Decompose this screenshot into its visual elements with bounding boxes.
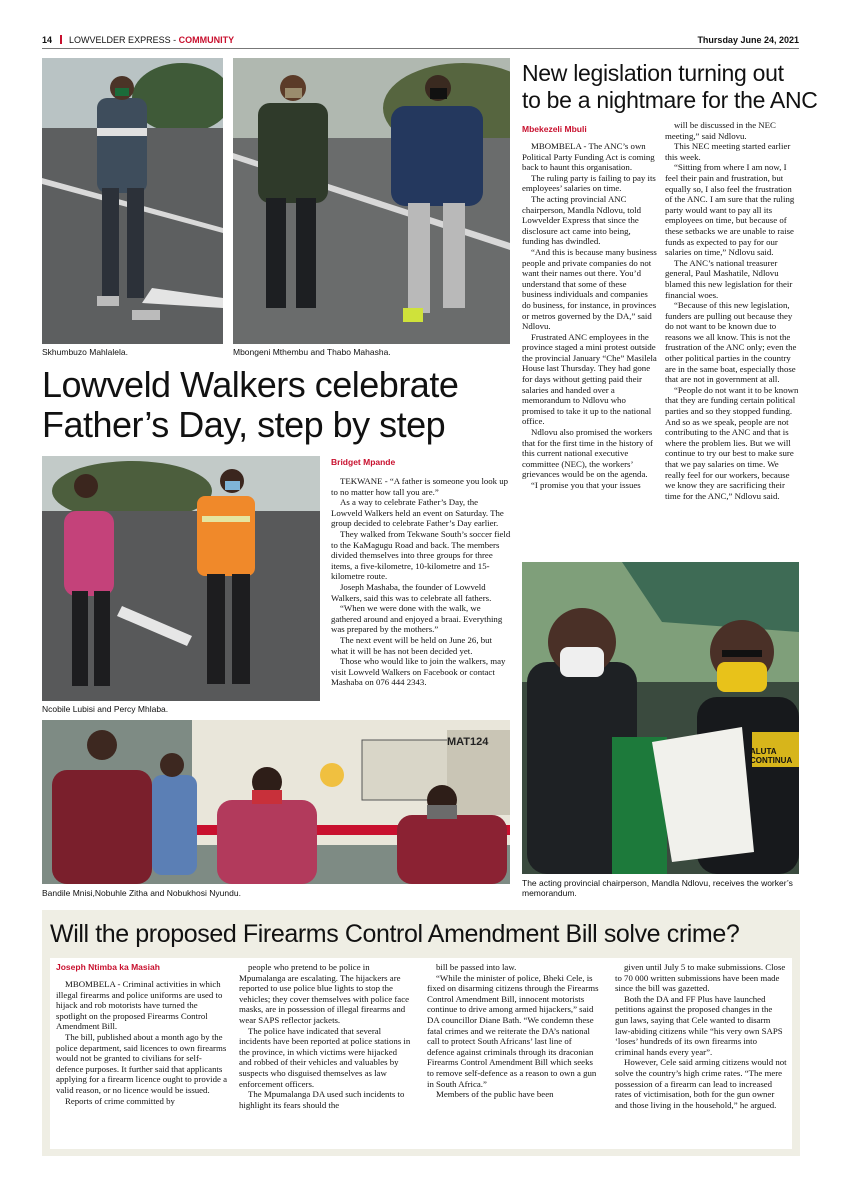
photo-ncobile-percy [42,456,320,701]
firearms-col4-paragraph: Both the DA and FF Plus have launched petitions against the proposed changes in the gun laws, saying that Cele wanted to disarm law-abiding citizens while “his very own SAPS ‘loses’ hundreds of its own firearms into criminal hands every year”. [615,993,783,1057]
bus-plate: MAT124 [447,736,489,748]
walkers-byline: Bridget Mpande [331,457,396,467]
firearms-col3-paragraph: bill be passed into law. [436,962,517,972]
anc-col1-paragraph: Frustrated ANC employees in the province staged a mini protest outside the provincial January “Che” Masilela House last Thursday. They had gone for days without getting paid their salaries and handed over a memorandum to Ndlovu who promised to take it up to the national office. [522,331,657,427]
caption-skhumbuzo: Skhumbuzo Mahlalela. [42,347,128,357]
firearms-col1-paragraph: MBOMBELA - Criminal activities in which illegal firearms and police uniforms are used to hijack and rob motorists have turned the spotlight on the proposed Firearms Control Amendment Bill. [56,979,223,1032]
page-number: 14 [42,35,53,45]
walkers-paragraph: As a way to celebrate Father’s Day, the Lowveld Walkers held an event on Saturday. The group decided to celebrate Father’s Day earlier. [331,497,504,529]
issue-date: Thursday June 24, 2021 [697,35,799,45]
anc-headline [522,60,818,114]
walkers-paragraph: They walked from Tekwane South’s soccer field to the KaMagugu Road and back. The members divided themselves into three groups for three items, a five-kilometre, 10-kilometre and 15-kilometre route. [331,528,511,582]
walkers-headline-line2: Father’s Day, step by step [42,404,446,445]
firearms-column-1 [56,979,228,1106]
header-rule [42,48,799,49]
firearms-col1-paragraph: Reports of crime committed by [65,1095,175,1106]
walkers-headline [42,365,458,445]
firearms-article-box [50,958,792,1149]
walkers-paragraph: Those who would like to join the walkers, may visit Lowveld Walkers on Facebook or contact Mashaba on 076 444 2343. [331,656,506,688]
photo-bandile-nobuhle-nobukhosi [42,720,510,884]
walkers-headline-line1: Lowveld Walkers celebrate [42,364,459,405]
anc-col1-paragraph: “And this is because many business people and private companies do not want their names out there. You’d understand that some of these business individuals and companies do business, for instance, in provinces or metros governed by the DA,” said Ndlovu. [522,246,657,332]
firearms-col2-paragraph: The Mpumalanga DA used such incidents to highlight its fears should the [239,1089,405,1110]
firearms-column-2 [239,962,411,1110]
anc-col2-paragraph: “People do not want it to be known that they are funding certain political parties and so they stopped funding. And so as we speak, people are not contributing to the ANC and that is where the problem lies. But we will continue to try our best to make sure that we pay salaries on time. We really feel for our workers, because we know they are sacrificing their time for the ANC,” Ndlovu said. [665,384,799,501]
firearms-col4-paragraph: However, Cele said arming citizens would not solve the country’s high crime rates. “The mere possession of a firearm can lead to increased rates of victimisation, both for the gun owner and those living in the household,” he argued. [615,1057,787,1110]
firearms-col3-paragraph: Members of the public have been [436,1089,554,1100]
caption-bandile-nobuhle-nobukhosi: Bandile Mnisi,Nobuhle Zitha and Nobukhosi Nyundu. [42,888,241,898]
firearms-byline: Joseph Ntimba ka Masiah [56,962,160,972]
firearms-panel [42,910,800,1156]
firearms-column-4 [615,962,787,1110]
anc-col2-paragraph: “Because of this new legislation, funders are pulling out because they do not want to be known due to reasons we all know. This is not the frustration of the ANC only; even the other political parties in the country are in the same boat, especially those that are not in government at all. [665,300,797,385]
anc-article-column-2 [665,120,799,501]
firearms-col1-paragraph: The bill, published about a month ago by the police department, said licences to own firearms would not be granted to civilians for self-defence purposes. It further said that applicants applying for a firearm licence ought to provide a valid reason, or no licence would be issued. [56,1031,227,1095]
anc-col1-paragraph: Ndlovu also promised the workers that for the first time in the history of this current national executive committee (NEC), the workers’ grievances would be on the agenda. [522,427,653,480]
firearms-col2-paragraph: people who pretend to be police in Mpumalanga are escalating. The hijackers are reported to use police blue lights to stop the vehicles; they cover themselves with police face masks, are in possession of illegal firearms and wear SAPS reflector jackets. [239,962,410,1025]
photo-anc-memorandum [522,562,799,874]
walkers-paragraph: TEKWANE - “A father is someone you look up to no matter how tall you are.” [331,476,509,497]
publication-name: LOWVELDER EXPRESS - [69,35,179,45]
firearms-headline: Will the proposed Firearms Control Amendment Bill solve crime? [50,920,740,948]
anc-headline-line1: New legislation turning out [522,60,784,86]
anc-col2-paragraph: This NEC meeting started earlier this week. [665,141,791,162]
walkers-paragraph: “When we were done with the walk, we gathered around and enjoyed a braai. Everything was prepared by the mothers.” [331,603,503,635]
photo-mbongeni-thabo [233,58,510,344]
caption-mbongeni-thabo: Mbongeni Mthembu and Thabo Mahasha. [233,347,391,357]
anc-col1-paragraph: MBOMBELA - The ANC’s own Political Party Funding Act is coming back to haunt this organisation. [522,141,655,173]
walkers-article-body [331,476,511,688]
header-divider [60,35,62,44]
anc-col1-paragraph: The acting provincial ANC chairperson, Mandla Ndlovu, told Lowvelder Express that since the disclosure act came into being, funding has dwindled. [522,193,641,247]
anc-col2-paragraph: The ANC’s national treasurer general, Paul Mashatile, Ndlovu blamed this new legislation for their financial woes. [665,257,793,300]
section-name: COMMUNITY [178,35,235,45]
caption-anc-memorandum: The acting provincial chairperson, Mandla Ndlovu, receives the worker’s memorandum. [522,878,793,898]
page-header [42,35,234,45]
walkers-paragraph: The next event will be held on June 26, but what it will be has not been decided yet. [331,634,492,656]
anc-col2-paragraph: will be discussed in the NEC meeting,” said Ndlovu. [665,120,776,141]
anc-col2-paragraph: “Sitting from where I am now, I feel their pain and frustration, but equally so, I also feel the frustration of the ANC. I am sure that the ruling party would want to pay all its employees on time, but because of these setbacks we are unable to raise funds as expected to pay for our salaries on time,” Ndlovu said. [665,162,795,258]
aluta-banner: ALUTA CONTINUA [750,747,793,765]
firearms-column-3 [427,962,599,1100]
anc-col1-paragraph: “I promise you that your issues [531,480,641,490]
anc-byline: Mbekezeli Mbuli [522,124,587,134]
caption-ncobile-percy: Ncobile Lubisi and Percy Mhlaba. [42,704,169,714]
firearms-col3-paragraph: “While the minister of police, Bheki Cele, is fixed on disarming citizens through the Firearms Control Amendment Bill, innocent motorists continue to drive among armed hijackers,” said DA councillor Diane Bath. “We condemn these fatal crimes and we reiterate the DA’s national call to protect South Africans’ last line of defence against criminals through its draconian Firearms Control Amendment Bill which seeks to remove self-defence as a reason to own a gun in South Africa.” [427,972,599,1089]
walkers-paragraph: Joseph Mashaba, the founder of Lowveld Walkers, said this was to celebrate all fathers. [331,581,492,603]
anc-col1-paragraph: The ruling party is failing to pay its employees’ salaries on time. [522,172,656,194]
firearms-col2-paragraph: The police have indicated that several incidents have been reported at police stations in the province, in which victims were hijacked and robbed of their vehicles and valuables by suspects who disguised themselves as law enforcement officers. [239,1025,411,1089]
firearms-col4-paragraph: given until July 5 to make submissions. Close to 70 000 written submissions have been made since the bill was gazetted. [615,962,786,994]
anc-headline-line2: to be a nightmare for the ANC [522,87,818,113]
photo-skhumbuzo [42,58,223,344]
anc-article-column-1 [522,141,658,491]
